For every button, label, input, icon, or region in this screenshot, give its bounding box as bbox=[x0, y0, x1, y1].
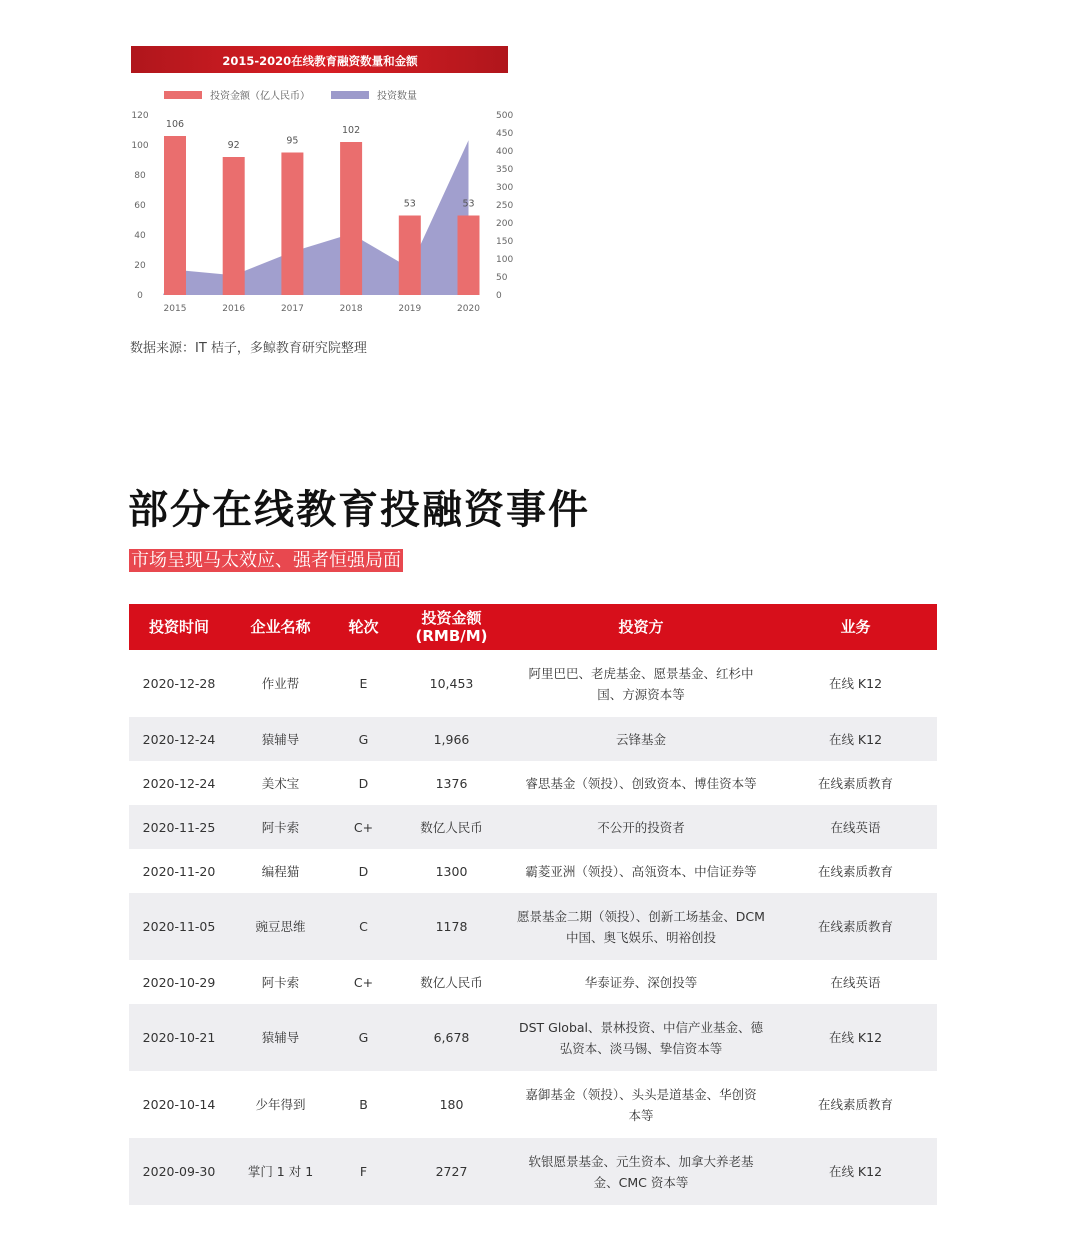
cell-investors bbox=[508, 1004, 774, 1071]
y-right-tick: 300 bbox=[496, 183, 514, 193]
data-label-2015: 106 bbox=[165, 119, 185, 130]
investors-line-1: 嘉御基金（领投）、头头是道基金、华创资 bbox=[525, 1086, 757, 1102]
header-company: 企业名称 bbox=[229, 604, 332, 650]
bar-2015 bbox=[164, 136, 186, 295]
cell-investors: 霸菱亚洲（领投）、高瓴资本、中信证券等 bbox=[525, 863, 757, 879]
y-right-tick: 500 bbox=[496, 111, 514, 121]
cell-round: G bbox=[332, 717, 395, 761]
cell-amount: 1376 bbox=[435, 775, 468, 791]
table-row bbox=[129, 960, 937, 1004]
cell-company: 掌门 1 对 1 bbox=[229, 1138, 332, 1205]
section-subheading: 市场呈现马太效应、强者恒强局面 bbox=[131, 550, 401, 571]
y-right-tick: 400 bbox=[496, 147, 514, 157]
cell-amount: 数亿人民币 bbox=[420, 974, 483, 990]
cell-investors: 睿思基金（领投）、创致资本、博佳资本等 bbox=[525, 775, 757, 791]
cell-business: 在线素质教育 bbox=[774, 893, 937, 960]
financing-chart bbox=[0, 0, 520, 330]
x-tick: 2020 bbox=[457, 304, 480, 314]
investors-line-2: 本等 bbox=[628, 1107, 654, 1123]
x-tick: 2017 bbox=[280, 304, 304, 314]
cell-amount: 1,966 bbox=[395, 717, 508, 761]
cell-round: C+ bbox=[332, 805, 395, 849]
bar-2016 bbox=[223, 157, 245, 295]
investors-line-2: 国、方源资本等 bbox=[597, 686, 685, 702]
bar-2020 bbox=[458, 216, 480, 296]
cell-time: 2020-11-20 bbox=[142, 863, 216, 879]
y-right-tick: 50 bbox=[496, 273, 508, 283]
y-right-tick: 200 bbox=[496, 219, 514, 229]
cell-round: C bbox=[332, 893, 395, 960]
investors-line-2: 弘资本、淡马锡、挚信资本等 bbox=[559, 1040, 723, 1056]
cell-amount: 180 bbox=[439, 1097, 464, 1112]
header-business: 业务 bbox=[774, 604, 937, 650]
legend-swatch-count bbox=[331, 91, 369, 99]
cell-investors: 不公开的投资者 bbox=[508, 805, 774, 849]
header-amount-unit: (RMB/M) bbox=[415, 627, 488, 645]
table-row bbox=[129, 1004, 937, 1071]
table-row bbox=[129, 717, 937, 761]
table-row bbox=[129, 1071, 937, 1138]
cell-time: 2020-09-30 bbox=[129, 1138, 229, 1205]
investors-line-1: 阿里巴巴、老虎基金、愿景基金、红杉中 bbox=[528, 665, 754, 681]
cell-company: 编程猫 bbox=[261, 863, 300, 879]
y-right-tick: 250 bbox=[496, 201, 514, 211]
cell-business: 在线素质教育 bbox=[817, 1097, 893, 1112]
cell-business: 在线英语 bbox=[774, 805, 937, 849]
section-heading: 部分在线教育投融资事件 bbox=[128, 487, 590, 533]
cell-business: 在线 K12 bbox=[774, 717, 937, 761]
header-investors: 投资方 bbox=[508, 604, 774, 650]
cell-investors: 云锋基金 bbox=[508, 717, 774, 761]
data-label-2019: 53 bbox=[403, 198, 416, 210]
y-left-tick: 40 bbox=[134, 231, 146, 241]
cell-business: 在线 K12 bbox=[774, 1004, 937, 1071]
cell-amount: 数亿人民币 bbox=[395, 805, 508, 849]
cell-amount: 2727 bbox=[395, 1138, 508, 1205]
cell-company: 猿辅导 bbox=[229, 1004, 332, 1071]
cell-investors: 华泰证券、深创投等 bbox=[584, 974, 698, 990]
investment-events-table bbox=[129, 604, 937, 1205]
cell-company: 阿卡索 bbox=[229, 805, 332, 849]
bar-2018 bbox=[340, 142, 362, 295]
table-row bbox=[129, 1138, 937, 1205]
y-right-tick: 100 bbox=[496, 255, 514, 265]
cell-time: 2020-12-24 bbox=[142, 775, 216, 791]
cell-company: 美术宝 bbox=[261, 775, 300, 791]
cell-round: D bbox=[358, 863, 369, 879]
y-left-tick: 0 bbox=[137, 291, 143, 301]
cell-company: 阿卡索 bbox=[261, 974, 300, 990]
header-time: 投资时间 bbox=[129, 604, 229, 650]
cell-round: F bbox=[332, 1138, 395, 1205]
cell-amount: 10,453 bbox=[429, 676, 474, 691]
investors-line-2: 金、CMC 资本等 bbox=[593, 1174, 689, 1190]
cell-time: 2020-11-05 bbox=[129, 893, 229, 960]
y-left-tick: 60 bbox=[134, 201, 146, 211]
cell-time: 2020-12-24 bbox=[129, 717, 229, 761]
data-label-2018: 102 bbox=[342, 125, 361, 136]
table-row bbox=[129, 849, 937, 893]
cell-time: 2020-10-14 bbox=[142, 1097, 216, 1112]
y-right-tick: 450 bbox=[496, 129, 514, 139]
investors-line-1: 软银愿景基金、元生资本、加拿大养老基 bbox=[528, 1153, 754, 1169]
y-right-tick: 350 bbox=[496, 165, 514, 175]
cell-company: 少年得到 bbox=[255, 1097, 306, 1112]
table-row bbox=[129, 893, 937, 960]
data-label-2017: 95 bbox=[286, 135, 299, 147]
x-tick: 2015 bbox=[163, 304, 187, 314]
table-row bbox=[129, 761, 937, 805]
x-tick: 2016 bbox=[222, 304, 246, 314]
table-row bbox=[129, 650, 937, 717]
x-tick: 2018 bbox=[339, 304, 363, 314]
cell-amount: 1178 bbox=[395, 893, 508, 960]
cell-time: 2020-12-28 bbox=[142, 676, 216, 691]
y-left-tick: 20 bbox=[134, 261, 146, 271]
cell-round: D bbox=[358, 775, 369, 791]
cell-business: 在线 K12 bbox=[774, 1138, 937, 1205]
cell-business: 在线英语 bbox=[830, 974, 881, 990]
cell-amount: 1300 bbox=[435, 863, 468, 879]
data-label-2020: 53 bbox=[462, 198, 475, 210]
cell-round: B bbox=[359, 1097, 368, 1112]
cell-business: 在线素质教育 bbox=[817, 775, 893, 791]
cell-round: C+ bbox=[353, 974, 374, 990]
cell-investors bbox=[508, 893, 774, 960]
cell-amount: 6,678 bbox=[395, 1004, 508, 1071]
investors-line-1: 愿景基金二期（领投）、创新工场基金、DCM bbox=[517, 908, 765, 924]
bar-2019 bbox=[399, 216, 421, 296]
cell-company: 作业帮 bbox=[261, 676, 300, 691]
legend-swatch-amount bbox=[164, 91, 202, 99]
chart-title: 2015-2020在线教育融资数量和金额 bbox=[222, 54, 418, 68]
cell-round: E bbox=[359, 676, 368, 691]
investors-line-2: 中国、奥飞娱乐、明裕创投 bbox=[565, 929, 716, 945]
series-area-investment-count bbox=[163, 140, 469, 295]
table-row bbox=[129, 805, 937, 849]
table-header-row bbox=[129, 604, 937, 650]
bar-2017 bbox=[281, 153, 303, 296]
data-source-note: 数据来源：IT 桔子，多鲸教育研究院整理 bbox=[130, 341, 367, 356]
cell-time: 2020-11-25 bbox=[129, 805, 229, 849]
cell-company: 豌豆思维 bbox=[229, 893, 332, 960]
cell-business: 在线 K12 bbox=[828, 676, 883, 691]
cell-investors bbox=[508, 1071, 774, 1138]
investors-line-1: DST Global、景林投资、中信产业基金、德 bbox=[518, 1019, 764, 1035]
legend-label-amount: 投资金额（亿人民币） bbox=[210, 91, 310, 102]
y-right-tick: 0 bbox=[496, 291, 502, 301]
y-left-tick: 100 bbox=[131, 141, 149, 151]
header-amount-label: 投资金额 bbox=[421, 609, 482, 627]
cell-company: 猿辅导 bbox=[229, 717, 332, 761]
legend-label-count: 投资数量 bbox=[377, 91, 417, 102]
x-tick: 2019 bbox=[398, 304, 422, 314]
cell-time: 2020-10-21 bbox=[129, 1004, 229, 1071]
y-left-tick: 80 bbox=[134, 171, 146, 181]
cell-investors bbox=[508, 1138, 774, 1205]
cell-business: 在线素质教育 bbox=[817, 863, 893, 879]
header-round: 轮次 bbox=[332, 604, 395, 650]
cell-time: 2020-10-29 bbox=[142, 974, 216, 990]
header-amount bbox=[395, 604, 508, 650]
y-left-tick: 120 bbox=[131, 111, 149, 121]
cell-round: G bbox=[332, 1004, 395, 1071]
data-label-2016: 92 bbox=[227, 140, 240, 151]
cell-investors bbox=[508, 650, 774, 717]
y-right-tick: 150 bbox=[496, 237, 514, 247]
